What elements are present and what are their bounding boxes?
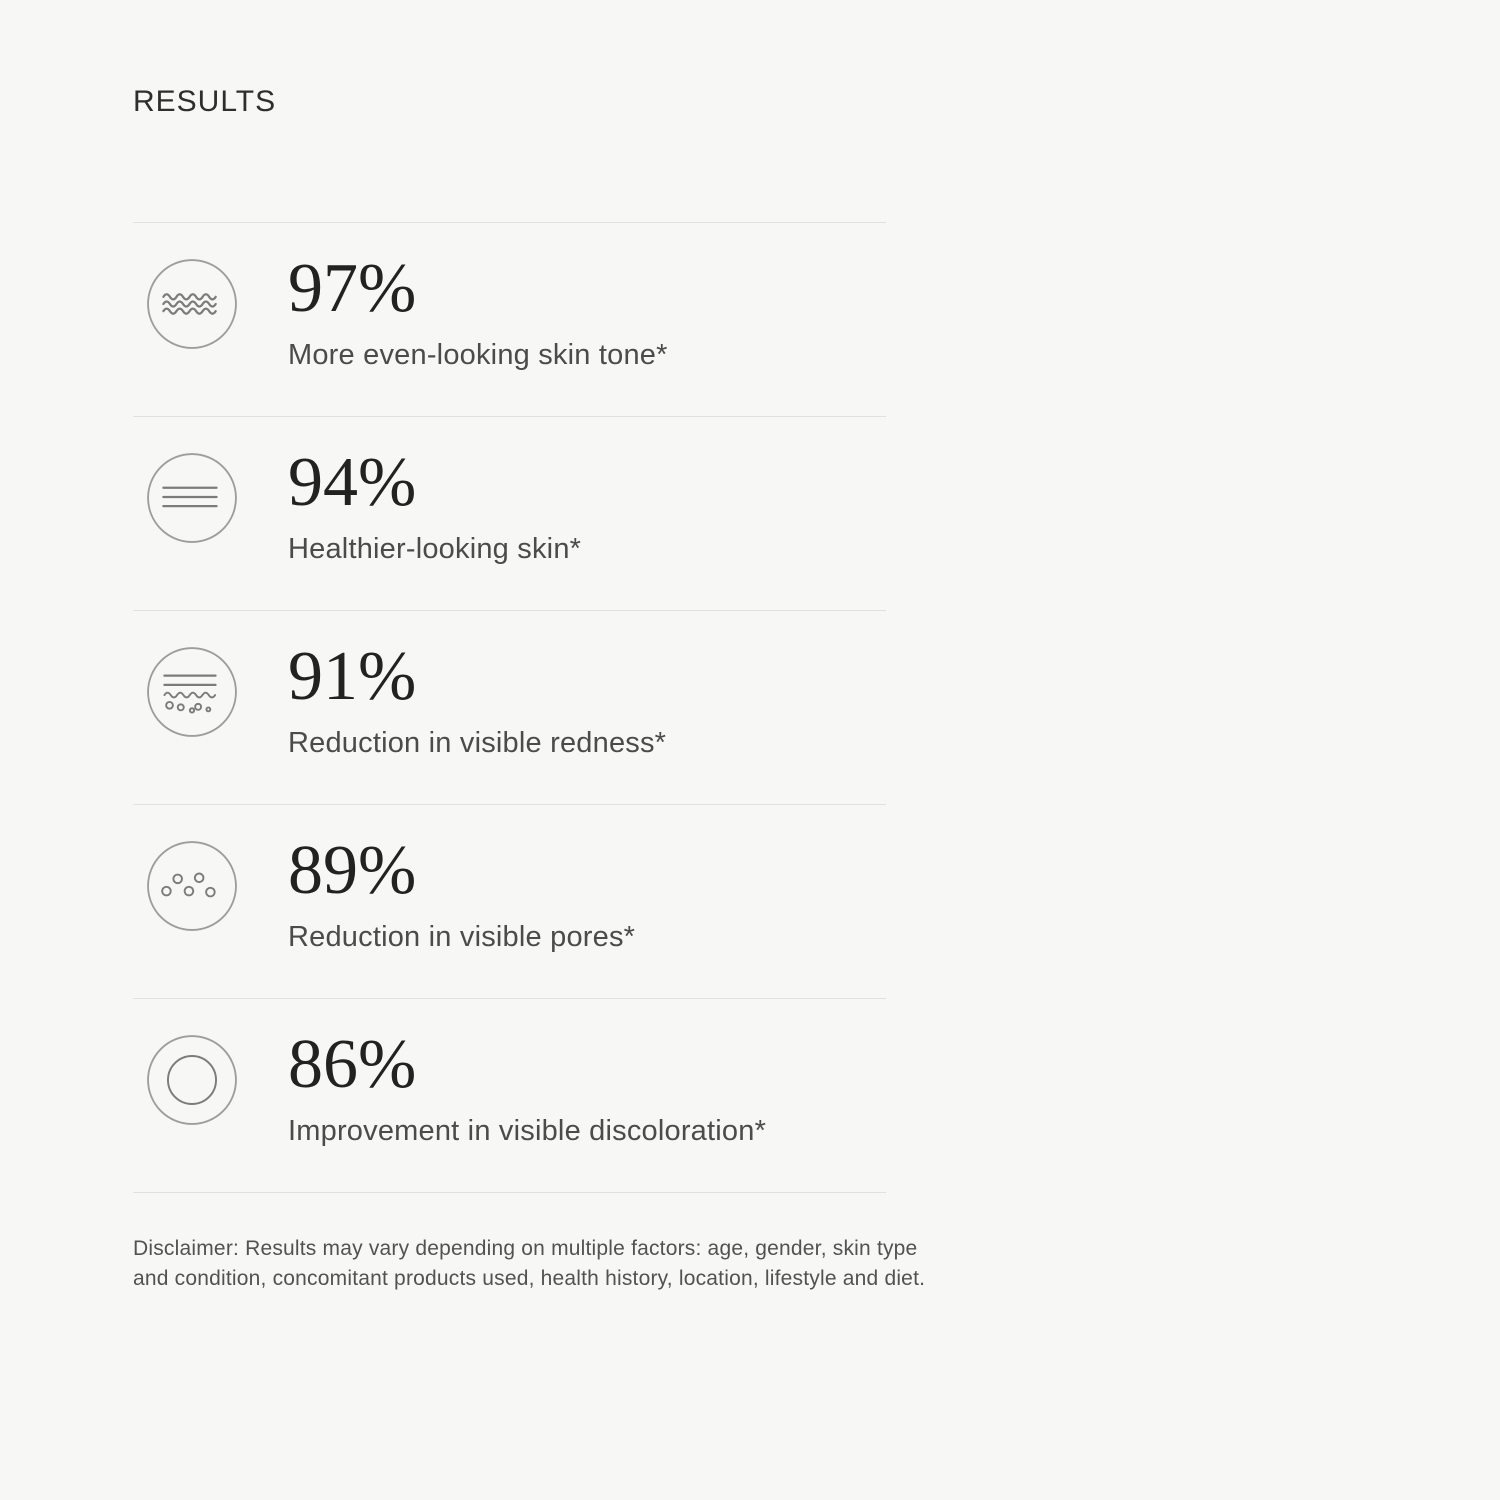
result-label: Reduction in visible pores* xyxy=(288,921,636,953)
redness-layers-icon xyxy=(146,646,238,738)
result-text-cell xyxy=(288,444,886,567)
result-row-discoloration xyxy=(133,998,886,1192)
result-percent: 91% xyxy=(288,638,417,715)
result-icon-cell xyxy=(133,448,288,544)
result-percent: 94% xyxy=(288,444,417,521)
skin-lines-icon xyxy=(146,452,238,544)
result-label: Reduction in visible redness* xyxy=(288,727,667,759)
results-list xyxy=(133,222,886,1193)
result-icon-cell xyxy=(133,1030,288,1126)
skin-tone-waves-icon xyxy=(146,258,238,350)
result-row-skin-tone xyxy=(133,222,886,416)
result-label: Improvement in visible discoloration* xyxy=(288,1115,767,1147)
results-heading: RESULTS xyxy=(133,85,277,118)
results-disclaimer: Disclaimer: Results may vary depending on multiple factors: age, gender, skin type and condition, concomitant products used, health history, location, lifestyle and diet. xyxy=(133,1237,926,1290)
result-label: More even-looking skin tone* xyxy=(288,339,668,371)
result-percent: 86% xyxy=(288,1026,417,1103)
result-row-pores xyxy=(133,804,886,998)
result-text-cell xyxy=(288,832,886,955)
result-text-cell xyxy=(288,250,886,373)
result-text-cell xyxy=(288,638,886,761)
result-icon-cell xyxy=(133,642,288,738)
result-icon-cell xyxy=(133,836,288,932)
result-label: Healthier-looking skin* xyxy=(288,533,582,565)
discoloration-ring-icon xyxy=(146,1034,238,1126)
result-text-cell xyxy=(288,1026,886,1149)
result-icon-cell xyxy=(133,254,288,350)
pores-dots-icon xyxy=(146,840,238,932)
result-percent: 97% xyxy=(288,250,417,327)
result-percent: 89% xyxy=(288,832,417,909)
result-row-redness xyxy=(133,610,886,804)
result-row-healthier-skin xyxy=(133,416,886,610)
